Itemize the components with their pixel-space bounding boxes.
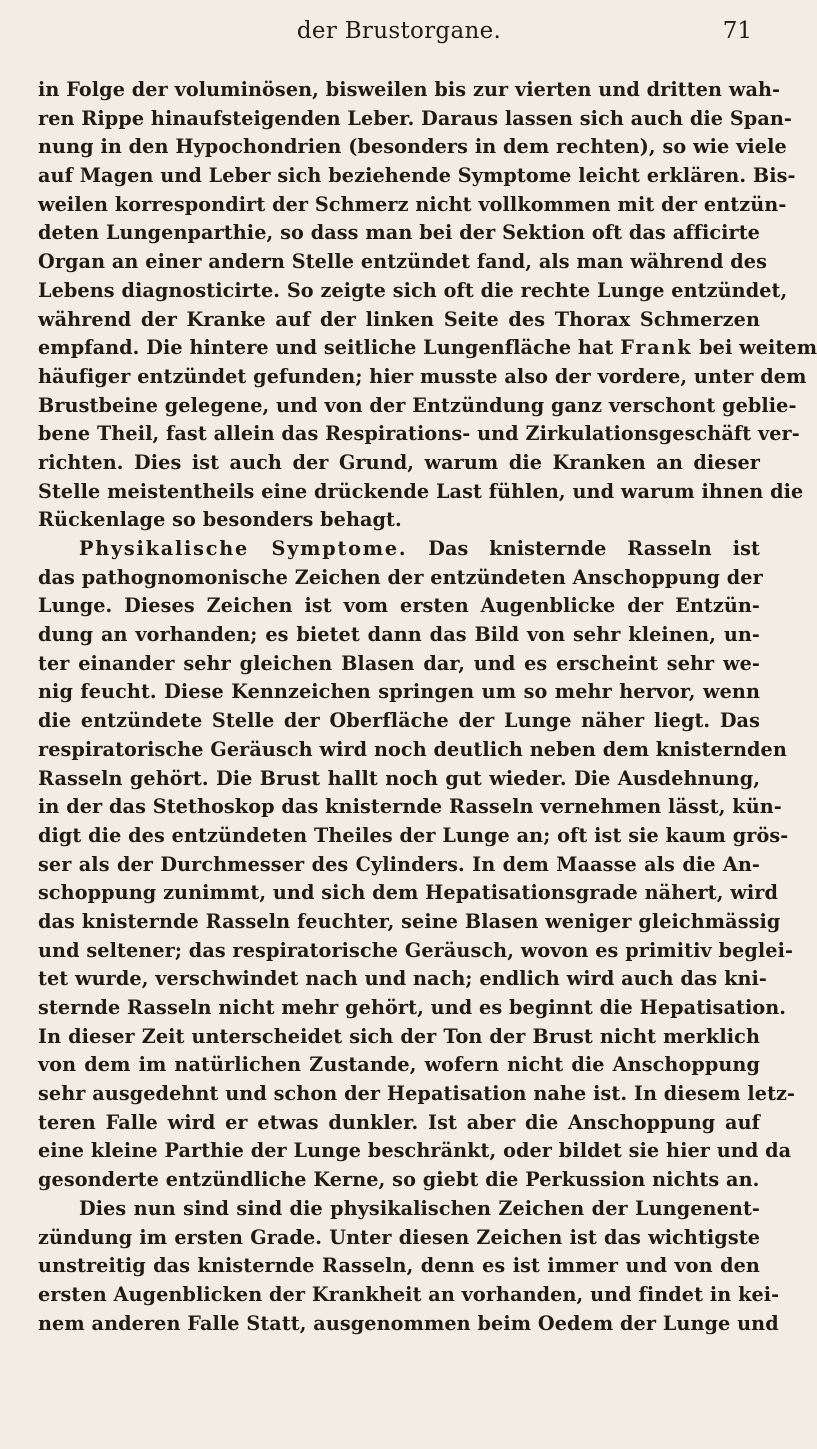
section-heading: Physikalische Symptome. — [79, 537, 408, 560]
text-line: nung in den Hypochondrien (besonders in dem rechten), so wie viele — [38, 135, 787, 159]
text-line: häufiger entzündet gefunden; hier musste also der vordere, unter dem — [38, 364, 807, 388]
text-line: Lunge. Dieses Zeichen ist vom ersten Augenblicke der Entzün- — [38, 594, 760, 618]
body-text — [38, 76, 817, 1338]
text-line: deten Lungenparthie, so dass man bei der Sektion oft das afficirte — [38, 221, 760, 245]
text-line: nem anderen Falle Statt, ausgenommen beim Oedem der Lunge und — [38, 1311, 779, 1335]
text-line: sehr ausgedehnt und schon der Hepatisation nahe ist. In diesem letz- — [38, 1082, 796, 1106]
page-number: 71 — [722, 18, 752, 44]
text-fragment: Das knisternde Rasseln ist — [428, 537, 760, 560]
text-line: in Folge der voluminösen, bisweilen bis zur vierten und dritten wah- — [38, 78, 781, 101]
spaced-name: Frank — [620, 336, 693, 360]
text-line: ren Rippe hinaufsteigenden Leber. Daraus lassen sich auch die Span- — [38, 106, 792, 130]
text-fragment: bei weitem — [699, 336, 817, 360]
text-line: und seltener; das respiratorische Geräusch, wovon es primitiv beglei- — [38, 938, 794, 962]
text-line: das pathognomonische Zeichen der entzündeten Anschoppung der — [38, 565, 763, 589]
text-line: ser als der Durchmesser des Cylinders. In dem Maasse als die An- — [38, 852, 760, 876]
text-line: das knisternde Rasseln feuchter, seine Blasen weniger gleichmässig — [38, 909, 781, 933]
text-line: respiratorische Geräusch wird noch deutlich neben dem knisternden — [38, 737, 787, 761]
text-line: von dem im natürlichen Zustande, wofern nicht die Anschoppung — [38, 1053, 760, 1077]
text-line: teren Falle wird er etwas dunkler. Ist aber die Anschoppung auf — [38, 1110, 760, 1134]
text-line: Rasseln gehört. Die Brust hallt noch gut wieder. Die Ausdehnung, — [38, 766, 760, 790]
text-line: unstreitig das knisternde Rasseln, denn es ist immer und von den — [38, 1254, 760, 1278]
text-line: sternde Rasseln nicht mehr gehört, und es beginnt die Hepatisation. — [38, 996, 787, 1019]
text-line: auf Magen und Leber sich beziehende Symptome leicht erklären. Bis- — [38, 164, 796, 188]
text-fragment: empfand. Die hintere und seitliche Lungenfläche hat — [38, 336, 614, 360]
text-line: richten. Dies ist auch der Grund, warum die Kranken an dieser — [38, 450, 760, 474]
text-line: Stelle meistentheils eine drückende Last fühlen, und warum ihnen die — [38, 479, 804, 503]
text-line: Lebens diagnosticirte. So zeigte sich oft die rechte Lunge entzündet, — [38, 278, 788, 302]
text-line: zündung im ersten Grade. Unter diesen Zeichen ist das wichtigste — [38, 1225, 760, 1249]
section-line — [38, 535, 760, 564]
text-line: weilen korrespondirt der Schmerz nicht vollkommen mit der entzün- — [38, 192, 787, 216]
text-line: Brustbeine gelegene, und von der Entzündung ganz verschont geblie- — [38, 393, 797, 417]
text-line: während der Kranke auf der linken Seite des Thorax Schmerzen — [38, 307, 760, 331]
text-line: schoppung zunimmt, und sich dem Hepatisationsgrade nähert, wird — [38, 881, 779, 905]
text-line: dung an vorhanden; es bietet dann das Bild von sehr kleinen, un- — [38, 623, 760, 647]
text-line-with-name — [38, 334, 817, 363]
text-line: nig feucht. Diese Kennzeichen springen um so mehr hervor, wenn — [38, 680, 760, 704]
text-line: Dies nun sind sind die physikalischen Zeichen der Lungenent- — [79, 1196, 760, 1220]
text-line: Rückenlage so besonders behagt. — [38, 508, 402, 532]
text-line: tet wurde, verschwindet nach und nach; endlich wird auch das kni- — [38, 967, 767, 991]
text-line: digt die des entzündeten Theiles der Lunge an; oft ist sie kaum grös- — [38, 823, 789, 847]
text-line: gesonderte entzündliche Kerne, so giebt die Perkussion nichts an. — [38, 1168, 760, 1192]
text-line: ersten Augenblicken der Krankheit an vorhanden, und findet in kei- — [38, 1282, 780, 1306]
page-header — [38, 18, 760, 58]
text-line: ter einander sehr gleichen Blasen dar, und es erscheint sehr we- — [38, 651, 760, 675]
text-line: eine kleine Parthie der Lunge beschränkt, oder bildet sie hier und da — [38, 1139, 792, 1163]
text-line: In dieser Zeit unterscheidet sich der Ton der Brust nicht merklich — [38, 1024, 760, 1048]
text-line: bene Theil, fast allein das Respirations- und Zirkulationsgeschäft ver- — [38, 422, 800, 446]
text-line: die entzündete Stelle der Oberfläche der Lunge näher liegt. Das — [38, 709, 760, 733]
running-head: der Brustorgane. — [296, 18, 502, 44]
text-line: in der das Stethoskop das knisternde Rasseln vernehmen lässt, kün- — [38, 795, 782, 819]
text-line: Organ an einer andern Stelle entzündet fand, als man während des — [38, 250, 768, 274]
